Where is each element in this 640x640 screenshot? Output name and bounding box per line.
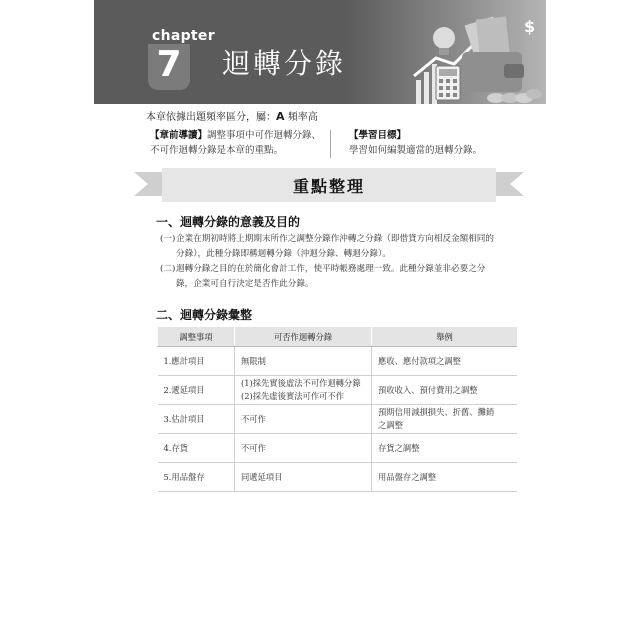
section1-item-1 [160, 232, 540, 262]
guide-text-line2: 不可作迴轉分錄是本章的重點。 [150, 145, 284, 156]
guide-text-line1: 調整事項中可作迴轉分錄、 [207, 130, 322, 141]
section1-item-2 [160, 262, 540, 292]
frequency-grade-text: 頻率高 [287, 112, 318, 123]
table-cell: 不可作 [235, 434, 372, 463]
reversing-entry-table [157, 327, 517, 492]
item-line: 企業在期初時將上期期末所作之調整分錄作沖轉之分錄（即借貸方向相反金額相同的 [176, 234, 494, 244]
table-cell [235, 376, 372, 405]
table-row [158, 347, 518, 376]
table-cell: 存貨之調整 [372, 434, 518, 463]
table-cell [372, 405, 518, 434]
table-cell: 不可作 [235, 405, 372, 434]
section2-title: 二、迴轉分錄彙整 [156, 308, 253, 322]
frequency-note [146, 108, 318, 123]
cell-line: 預期信用減損損失、折舊、攤銷 [378, 407, 495, 417]
table-cell: 3.估計項目 [158, 405, 235, 434]
goal-tag: 【學習目標】 [349, 130, 407, 141]
cell-line: (1)採先實後虛法不可作迴轉分錄 [241, 378, 361, 388]
table-cell: 5.用品盤存 [158, 463, 235, 492]
table-cell: 應收、應付款項之調整 [372, 347, 518, 376]
table-cell: 同遞延項目 [235, 463, 372, 492]
table-header-cell: 可否作迴轉分錄 [235, 327, 372, 347]
chapter-guide [150, 128, 330, 158]
finance-illustration-icon [406, 10, 546, 104]
table-header-cell: 調整事項 [158, 327, 235, 347]
table-cell: 2.遞延項目 [158, 376, 235, 405]
table-row [158, 405, 518, 434]
ribbon-title: 重點整理 [292, 177, 365, 196]
item-line: 分錄），此種分錄即稱迴轉分錄（沖迴分錄、轉迴分錄）。 [176, 249, 391, 259]
table-header-cell: 舉例 [372, 327, 518, 347]
table-cell: 用品盤存之調整 [372, 463, 518, 492]
table-cell: 無限制 [235, 347, 372, 376]
item-number: (一) [160, 234, 176, 244]
section1-title: 一、迴轉分錄的意義及目的 [156, 215, 301, 229]
frequency-label: 本章依據出題頻率區分，屬： [146, 112, 276, 123]
table-row [158, 376, 518, 405]
table-cell: 預收收入、預付費用之調整 [372, 376, 518, 405]
frequency-grade: A [276, 110, 285, 123]
book-page [94, 0, 546, 640]
goal-text: 學習如何編製適當的迴轉分錄。 [349, 145, 483, 156]
table-header-row [158, 327, 518, 347]
cell-line: 之調整 [378, 420, 403, 430]
learning-goal [349, 128, 519, 158]
divider [330, 130, 331, 158]
table-cell: 1.應計項目 [158, 347, 235, 376]
guide-tag: 【章前導讀】 [150, 130, 208, 141]
cell-line: (2)採先虛後實法可作可不作 [241, 391, 345, 401]
item-number: (二) [160, 264, 176, 274]
table-row [158, 463, 518, 492]
table-row [158, 434, 518, 463]
chapter-number: 7 [156, 44, 182, 85]
item-line: 錄，企業可自行決定是否作此分錄。 [176, 279, 314, 289]
chapter-label: chapter [152, 28, 215, 44]
svg-text:$: $ [524, 17, 536, 36]
table-cell: 4.存貨 [158, 434, 235, 463]
chapter-banner [94, 0, 546, 104]
chapter-title: 迴轉分錄 [222, 47, 347, 80]
item-line: 迴轉分錄之目的在於簡化會計工作，使平時帳務處理一致。此種分錄並非必要之分 [176, 264, 486, 274]
